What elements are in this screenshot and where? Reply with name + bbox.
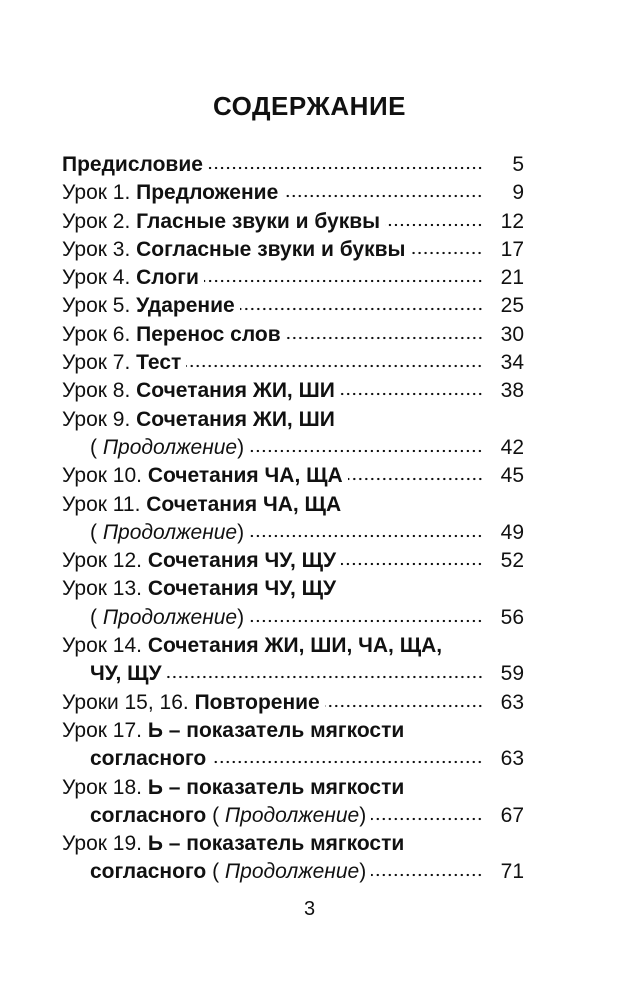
toc-entry-title: Ь – показатель мягкости	[147, 718, 405, 742]
toc-entry-title: согласного	[90, 747, 207, 771]
toc-entry-prefix: Урок 14.	[62, 634, 148, 658]
toc-page-number: 49	[500, 520, 524, 544]
dot-leader	[371, 817, 483, 821]
toc-entry-title: ЧУ, ЩУ	[90, 662, 162, 686]
toc-entry-title: Ь – показатель мягкости	[147, 775, 405, 799]
toc-entry-prefix: Урок 13.	[62, 577, 148, 601]
toc-entry-title: Предисловие	[62, 153, 203, 176]
dot-leader	[204, 279, 483, 283]
toc-entry	[62, 292, 524, 320]
toc-entry-title: Гласные звуки и буквы	[136, 209, 381, 233]
toc-entry-title: Ударение	[136, 294, 235, 318]
toc-page-number: 42	[500, 435, 524, 459]
toc-entry-paren-open: (	[206, 860, 225, 884]
toc-page-number: 17	[500, 237, 524, 261]
toc-entry-text	[90, 745, 206, 773]
toc-entry	[62, 745, 524, 773]
toc-entry-prefix: Урок 1.	[62, 181, 137, 205]
dot-leader	[283, 194, 483, 198]
toc-entry	[62, 151, 524, 179]
toc-entry-title: Сочетания ЧУ, ЩУ	[147, 577, 337, 601]
toc-page-number: 21	[500, 266, 524, 290]
toc-entry	[62, 858, 524, 886]
toc-entry	[62, 434, 524, 462]
toc-entry	[62, 830, 524, 858]
toc-entry-continuation: Продолжение	[224, 803, 360, 827]
toc-entry-title: Предложение	[136, 181, 279, 205]
dot-leader	[249, 619, 483, 623]
toc-page-number: 45	[500, 464, 524, 488]
toc-entry-title: Ь – показатель мягкости	[147, 832, 405, 856]
toc-entry-title: Перенос слов	[136, 322, 281, 346]
toc-page-number: 63	[500, 747, 524, 771]
toc-entry-text	[62, 208, 380, 236]
toc-entry-paren-close: )	[359, 803, 367, 827]
table-of-contents	[62, 151, 524, 887]
toc-entry-prefix: Урок 6.	[62, 322, 137, 346]
toc-entry-prefix: Урок 10.	[62, 464, 148, 488]
dot-leader	[286, 336, 483, 340]
toc-entry-prefix: Урок 12.	[62, 549, 148, 573]
toc-entry-text	[62, 491, 341, 519]
toc-entry-prefix: Урок 2.	[62, 209, 137, 233]
toc-entry	[62, 491, 524, 519]
toc-entry-text	[62, 406, 335, 434]
toc-page-number: 52	[500, 549, 524, 573]
toc-entry-text	[62, 774, 404, 802]
toc-entry-prefix: Урок 17.	[62, 718, 148, 742]
dot-leader	[385, 223, 483, 227]
toc-entry	[62, 802, 524, 830]
toc-entry-paren-open: (	[90, 520, 103, 544]
toc-page-number: 30	[500, 322, 524, 346]
page-number: 3	[303, 898, 316, 920]
toc-entry-paren-open: (	[90, 605, 103, 629]
toc-page-number: 5	[512, 153, 524, 176]
toc-entry-prefix: Урок 4.	[62, 266, 137, 290]
toc-entry-text	[62, 179, 278, 207]
dot-leader	[341, 562, 483, 566]
toc-entry-title: Сочетания ЖИ, ШИ	[136, 407, 335, 431]
toc-page-number: 34	[500, 351, 524, 375]
toc-entry	[62, 604, 524, 632]
toc-entry	[62, 349, 524, 377]
toc-page-number: 67	[500, 803, 524, 827]
toc-entry-title: Сочетания ЖИ, ШИ, ЧА, ЩА,	[147, 634, 443, 658]
toc-entry	[62, 774, 524, 802]
toc-entry-text	[62, 575, 336, 603]
dot-leader	[249, 534, 483, 538]
toc-entry	[62, 264, 524, 292]
toc-entry-text	[90, 604, 244, 632]
toc-page-number: 9	[512, 181, 524, 205]
toc-entry-text	[62, 236, 405, 264]
toc-entry	[62, 575, 524, 603]
toc-entry-title: согласного	[90, 860, 207, 884]
dot-leader	[410, 251, 483, 255]
toc-entry-title: Сочетания ЧА, ЩА	[147, 464, 343, 488]
toc-entry-continuation: Продолжение	[224, 860, 360, 884]
dot-leader	[167, 675, 483, 679]
toc-entry	[62, 689, 524, 717]
toc-entry-title: Повторение	[194, 690, 320, 714]
toc-entry-paren-close: )	[237, 435, 245, 459]
toc-entry-title: Тест	[136, 351, 182, 375]
toc-entry-continuation: Продолжение	[102, 435, 238, 459]
toc-page-number: 25	[500, 294, 524, 318]
toc-entry-text	[62, 377, 335, 405]
toc-entry-title: Сочетания ЧУ, ЩУ	[147, 549, 337, 573]
toc-entry	[62, 547, 524, 575]
toc-entry-title: Согласные звуки и буквы	[136, 237, 406, 261]
page-title: СОДЕРЖАНИЕ	[213, 91, 406, 121]
toc-entry-prefix: Урок 19.	[62, 832, 148, 856]
toc-page-number: 56	[500, 605, 524, 629]
toc-entry-text	[90, 858, 366, 886]
toc-entry-text	[62, 717, 404, 745]
dot-leader	[211, 760, 483, 764]
toc-entry-prefix: Уроки 15, 16.	[62, 690, 195, 714]
toc-entry-text	[90, 660, 162, 688]
dot-leader	[186, 364, 483, 368]
toc-entry	[62, 406, 524, 434]
toc-entry-prefix: Урок 5.	[62, 294, 137, 318]
toc-entry-text	[90, 434, 244, 462]
toc-page-number: 38	[500, 379, 524, 403]
toc-entry	[62, 632, 524, 660]
toc-entry-text	[62, 151, 203, 179]
toc-entry	[62, 660, 524, 688]
toc-entry	[62, 208, 524, 236]
toc-entry-prefix: Урок 18.	[62, 775, 148, 799]
toc-entry-prefix: Урок 9.	[62, 407, 137, 431]
toc-entry-paren-close: )	[237, 605, 245, 629]
toc-entry-title: Сочетания ЖИ, ШИ	[136, 379, 335, 403]
toc-entry-prefix: Урок 3.	[62, 237, 137, 261]
toc-entry	[62, 321, 524, 349]
dot-leader	[348, 477, 483, 481]
toc-entry	[62, 717, 524, 745]
toc-entry-text	[90, 519, 244, 547]
dot-leader	[340, 392, 483, 396]
toc-entry-continuation: Продолжение	[102, 605, 238, 629]
toc-entry-text	[62, 462, 343, 490]
toc-entry-prefix: Урок 11.	[62, 492, 147, 516]
toc-entry-paren-close: )	[237, 520, 245, 544]
toc-entry-text	[62, 830, 404, 858]
toc-entry-title: Слоги	[136, 266, 199, 290]
toc-entry-paren-close: )	[359, 860, 367, 884]
dot-leader	[249, 449, 483, 453]
dot-leader	[208, 166, 483, 170]
toc-page-number: 12	[500, 209, 524, 233]
toc-entry-title: согласного	[90, 803, 207, 827]
dot-leader	[371, 873, 483, 877]
dot-leader	[325, 704, 483, 708]
toc-entry-title: Сочетания ЧА, ЩА	[146, 492, 342, 516]
toc-entry-prefix: Урок 8.	[62, 379, 137, 403]
toc-page-number: 71	[500, 860, 524, 884]
toc-entry	[62, 462, 524, 490]
toc-entry-continuation: Продолжение	[102, 520, 238, 544]
toc-entry	[62, 236, 524, 264]
toc-entry-paren-open: (	[206, 803, 225, 827]
toc-page-number: 63	[500, 690, 524, 714]
dot-leader	[240, 307, 483, 311]
toc-entry-prefix: Урок 7.	[62, 351, 137, 375]
toc-entry-text	[62, 321, 281, 349]
toc-entry-text	[62, 689, 320, 717]
toc-entry	[62, 377, 524, 405]
toc-entry-paren-open: (	[90, 435, 103, 459]
toc-entry-text	[62, 292, 235, 320]
toc-entry-text	[62, 349, 181, 377]
toc-page-number: 59	[500, 662, 524, 686]
toc-entry-text	[62, 632, 442, 660]
toc-entry	[62, 519, 524, 547]
toc-entry	[62, 179, 524, 207]
toc-entry-text	[90, 802, 366, 830]
toc-entry-text	[62, 547, 336, 575]
toc-entry-text	[62, 264, 199, 292]
